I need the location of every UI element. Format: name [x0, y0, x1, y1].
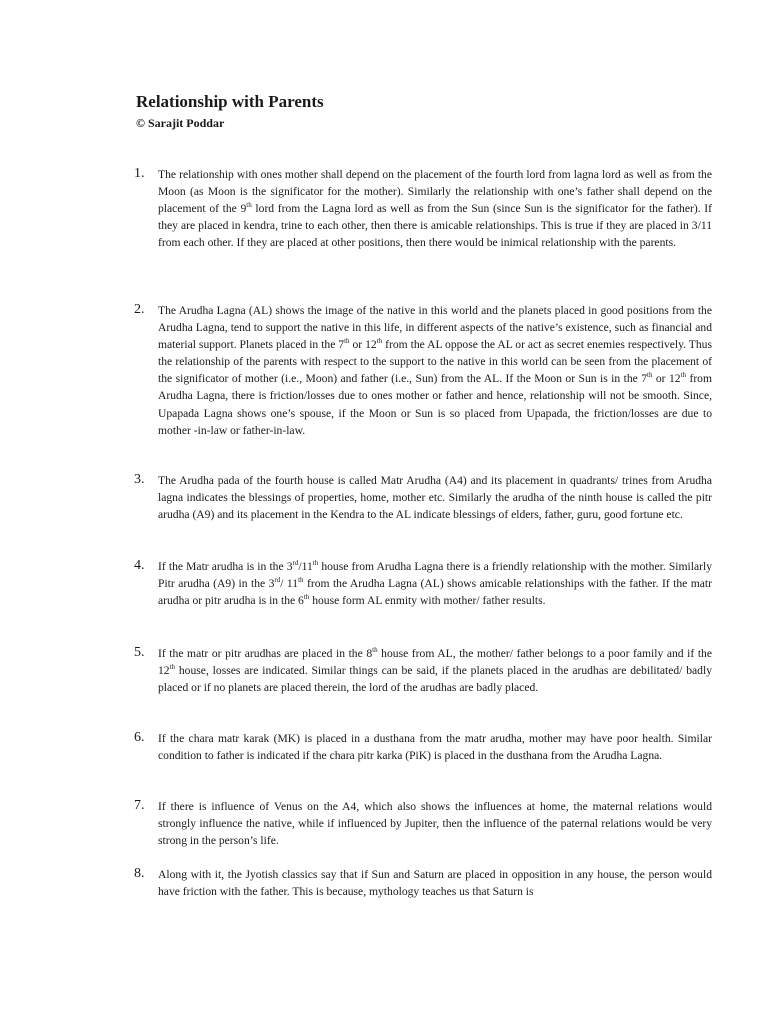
- list-item: [134, 302, 712, 439]
- document-title: Relationship with Parents: [136, 92, 324, 111]
- item-number: 4.: [134, 558, 145, 573]
- list-item: [134, 472, 712, 523]
- item-text: The Arudha pada of the fourth house is called Matr Arudha (A4) and its placement in quadrants/ trines from Arudha lagna indicates the blessings of properties, home, mother etc. Similarly the arudha of the ninth house is called the pitr arudha (A9) and its placement in the Kendra to the AL indicate blessings of elders, father, guru, good fortune etc.: [158, 474, 712, 522]
- item-text: Along with it, the Jyotish classics say that if Sun and Saturn are placed in opposition in any house, the person would have friction with the father. This is because, mythology teaches us that Saturn is: [158, 868, 712, 899]
- item-number: 6.: [134, 730, 145, 745]
- item-text: The Arudha Lagna (AL) shows the image of the native in this world and the planets placed in good positions from the Arudha Lagna, tend to support the native in this life, in different aspects of the native’s existence, such as financial and material support. Planets placed in the 7th or 12th from the AL oppose the AL or act as secret enemies respectively. Thus the relationship of the parents with respect to the support to the native in this world can be seen from the placement of the significator of mother (i.e., Moon) and father (i.e., Sun) from the AL. If the Moon or Sun is in the 7th or 12th from Arudha Lagna, there is friction/losses due to ones mother or father and hence, relationship will not be smooth. Since, Upapada Lagna shows one’s spouse, if the Moon or Sun is so placed from Upapada, the friction/losses are due to mother -in-law or father-in-law.: [158, 304, 712, 437]
- item-text: If the chara matr karak (MK) is placed in a dusthana from the matr arudha, mother may have poor health. Similar condition to father is indicated if the chara pitr karka (PiK) is placed in the dusthana from the Arudha Lagna.: [158, 732, 712, 763]
- item-number: 3.: [134, 472, 145, 487]
- document-author: © Sarajit Poddar: [136, 116, 225, 130]
- item-text: The relationship with ones mother shall depend on the placement of the fourth lord from lagna lord as well as from the Moon (as Moon is the significator for the mother). Similarly the relationship with one’s father shall depend on the placement of the 9th lord from the Lagna lord as well as from the Sun (since Sun is the significator for the father). If they are placed in kendra, trine to each other, then there is amicable relationships. This is true if they are placed in 3/11 from each other. If they are placed at other positions, then there would be inimical relationship with the parents.: [158, 168, 712, 250]
- item-text: If the Matr arudha is in the 3rd/11th house from Arudha Lagna there is a friendly relationship with the mother. Similarly Pitr arudha (A9) in the 3rd/ 11th from the Arudha Lagna (AL) shows amicable relationships with the father. If the matr arudha or pitr arudha is in the 6th house form AL enmity with mother/ father results.: [158, 559, 713, 608]
- list-item: [134, 166, 712, 251]
- item-number: 8.: [134, 866, 145, 881]
- item-number: 5.: [134, 645, 145, 660]
- list-item: [134, 866, 712, 900]
- item-number: 2.: [134, 302, 145, 317]
- list-item: [134, 558, 712, 609]
- list-item: [134, 730, 712, 764]
- item-text: If the matr or pitr arudhas are placed in the 8th house from AL, the mother/ father belongs to a poor family and if the 12th house, losses are indicated. Similar things can be said, if the planets placed in the arudhas are debilitated/ badly placed or if no planets are placed therein, the lord of the arudhas are badly placed.: [158, 646, 712, 695]
- item-text: If there is influence of Venus on the A4, which also shows the influences at home, the maternal relations would strongly influence the native, while if influenced by Jupiter, then the influence of the paternal relations would be very strong in the person’s life.: [158, 800, 712, 848]
- list-item: [134, 645, 712, 696]
- item-number: 7.: [134, 798, 145, 813]
- item-number: 1.: [134, 166, 145, 181]
- list-item: [134, 798, 712, 849]
